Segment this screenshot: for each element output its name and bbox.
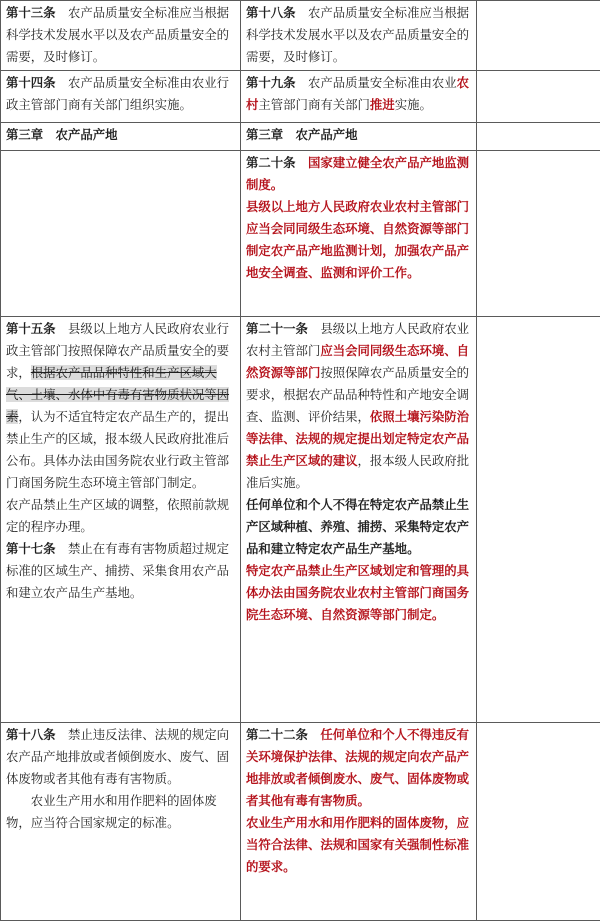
amended-text: 农村	[246, 75, 469, 112]
article-number: 第十七条	[6, 541, 56, 556]
article-paragraph: 任何单位和个人不得在特定农产品禁止生产区域种植、养殖、捕捞、采集特定农产品和建立特定农产品生产基地。	[246, 494, 472, 560]
table-row	[1, 723, 600, 921]
article-text: 县级以上地方人民政府农业行政主管部门按照保障农产品质量安全的要求，	[6, 321, 229, 380]
new-cell	[241, 151, 477, 317]
new-cell	[241, 723, 477, 921]
table-row	[1, 123, 600, 151]
article-number: 第十八条	[246, 5, 296, 20]
chapter-heading: 第三章 农产品产地	[241, 123, 477, 151]
old-cell	[1, 1, 241, 71]
table-row	[1, 71, 600, 123]
table-row	[1, 151, 600, 317]
note-cell	[477, 151, 600, 317]
article-text: 实施。	[395, 97, 432, 112]
amended-text: 任何单位和个人不得违反有关环境保护法律、法规的规定向农产品产地排放或者倾倒废水、废气、固体废物或者其他有毒有害物质。	[246, 727, 469, 808]
amended-text: 特定农产品禁止生产区域划定和管理的具体办法由国务院农业农村主管部门商国务院生态环境、自然资源等部门制定。	[246, 560, 472, 626]
article-number: 第十八条	[6, 727, 56, 742]
article-paragraph: 农业生产用水和用作肥料的固体废物，应当符合国家规定的标准。	[6, 790, 236, 834]
note-cell	[477, 123, 600, 151]
amended-text: 农业生产用水和用作肥料的固体废物，应当符合法律、法规和国家有关强制性标准的要求。	[246, 812, 472, 878]
article-text: 主管部门商有关部门	[258, 97, 370, 112]
article-text: 农产品质量安全标准由农业行政主管部门商有关部门组织实施。	[6, 75, 229, 112]
old-cell	[1, 723, 241, 921]
article-text: 禁止在有毒有害物质超过规定标准的区域生产、捕捞、采集食用农产品和建立农产品生产基地。	[6, 541, 229, 600]
deleted-text: 根据农产品品种特性和生产区域大气、土壤、水体中有毒有害物质状况等因素	[6, 365, 229, 424]
old-cell	[1, 151, 241, 317]
article-text: 农产品质量安全标准应当根据科学技术发展水平以及农产品质量安全的需要，及时修订。	[246, 5, 469, 64]
amended-text: 县级以上地方人民政府农业农村主管部门应当会同同级生态环境、自然资源等部门制定农产品产地监测计划，加强农产品产地安全调查、监测和评价工作。	[246, 196, 472, 284]
article-paragraph: 农产品禁止生产区域的调整，依照前款规定的程序办理。	[6, 494, 236, 538]
table-row	[1, 317, 600, 723]
amended-text: 国家建立健全农产品产地监测制度。	[246, 155, 469, 192]
new-cell	[241, 71, 477, 123]
article-text: 农产品质量安全标准由农业	[308, 75, 457, 90]
note-cell	[477, 71, 600, 123]
article-number: 第二十二条	[246, 727, 308, 742]
article-text: 县级以上地方人民政府农业农村主管部门	[246, 321, 469, 358]
chapter-heading: 第三章 农产品产地	[1, 123, 241, 151]
new-cell	[241, 1, 477, 71]
article-text: 按照保障农产品质量安全的要求，根据农产品品种特性和产地安全调查、监测、评价结果，	[246, 365, 469, 424]
article-number: 第十九条	[246, 75, 296, 90]
old-cell	[1, 71, 241, 123]
article-number: 第十三条	[6, 5, 56, 20]
amended-text: 依照土壤污染防治等法律、法规的规定提出划定特定农产品禁止生产区域的建议	[246, 409, 469, 468]
amended-text: 应当会同同级生态环境、自然资源等部门	[246, 343, 469, 380]
article-text: ，报本级人民政府批准后实施。	[246, 453, 469, 490]
article-number: 第二十一条	[246, 321, 308, 336]
new-cell	[241, 317, 477, 723]
article-number: 第十四条	[6, 75, 56, 90]
table-row	[1, 1, 600, 71]
note-cell	[477, 317, 600, 723]
old-cell	[1, 317, 241, 723]
article-number: 第十五条	[6, 321, 56, 336]
note-cell	[477, 1, 600, 71]
article-number: 第二十条	[246, 155, 296, 170]
article-text: 禁止违反法律、法规的规定向农产品产地排放或者倾倒废水、废气、固体废物或者其他有毒有害物质。	[6, 727, 229, 786]
article-text: 农产品质量安全标准应当根据科学技术发展水平以及农产品质量安全的需要，及时修订。	[6, 5, 229, 64]
article-text: ，认为不适宜特定农产品生产的，提出禁止生产的区域，报本级人民政府批准后公布。具体办法由国务院农业行政主管部门商国务院生态环境主管部门制定。	[6, 409, 229, 490]
amended-text: 推进	[370, 97, 395, 112]
note-cell	[477, 723, 600, 921]
